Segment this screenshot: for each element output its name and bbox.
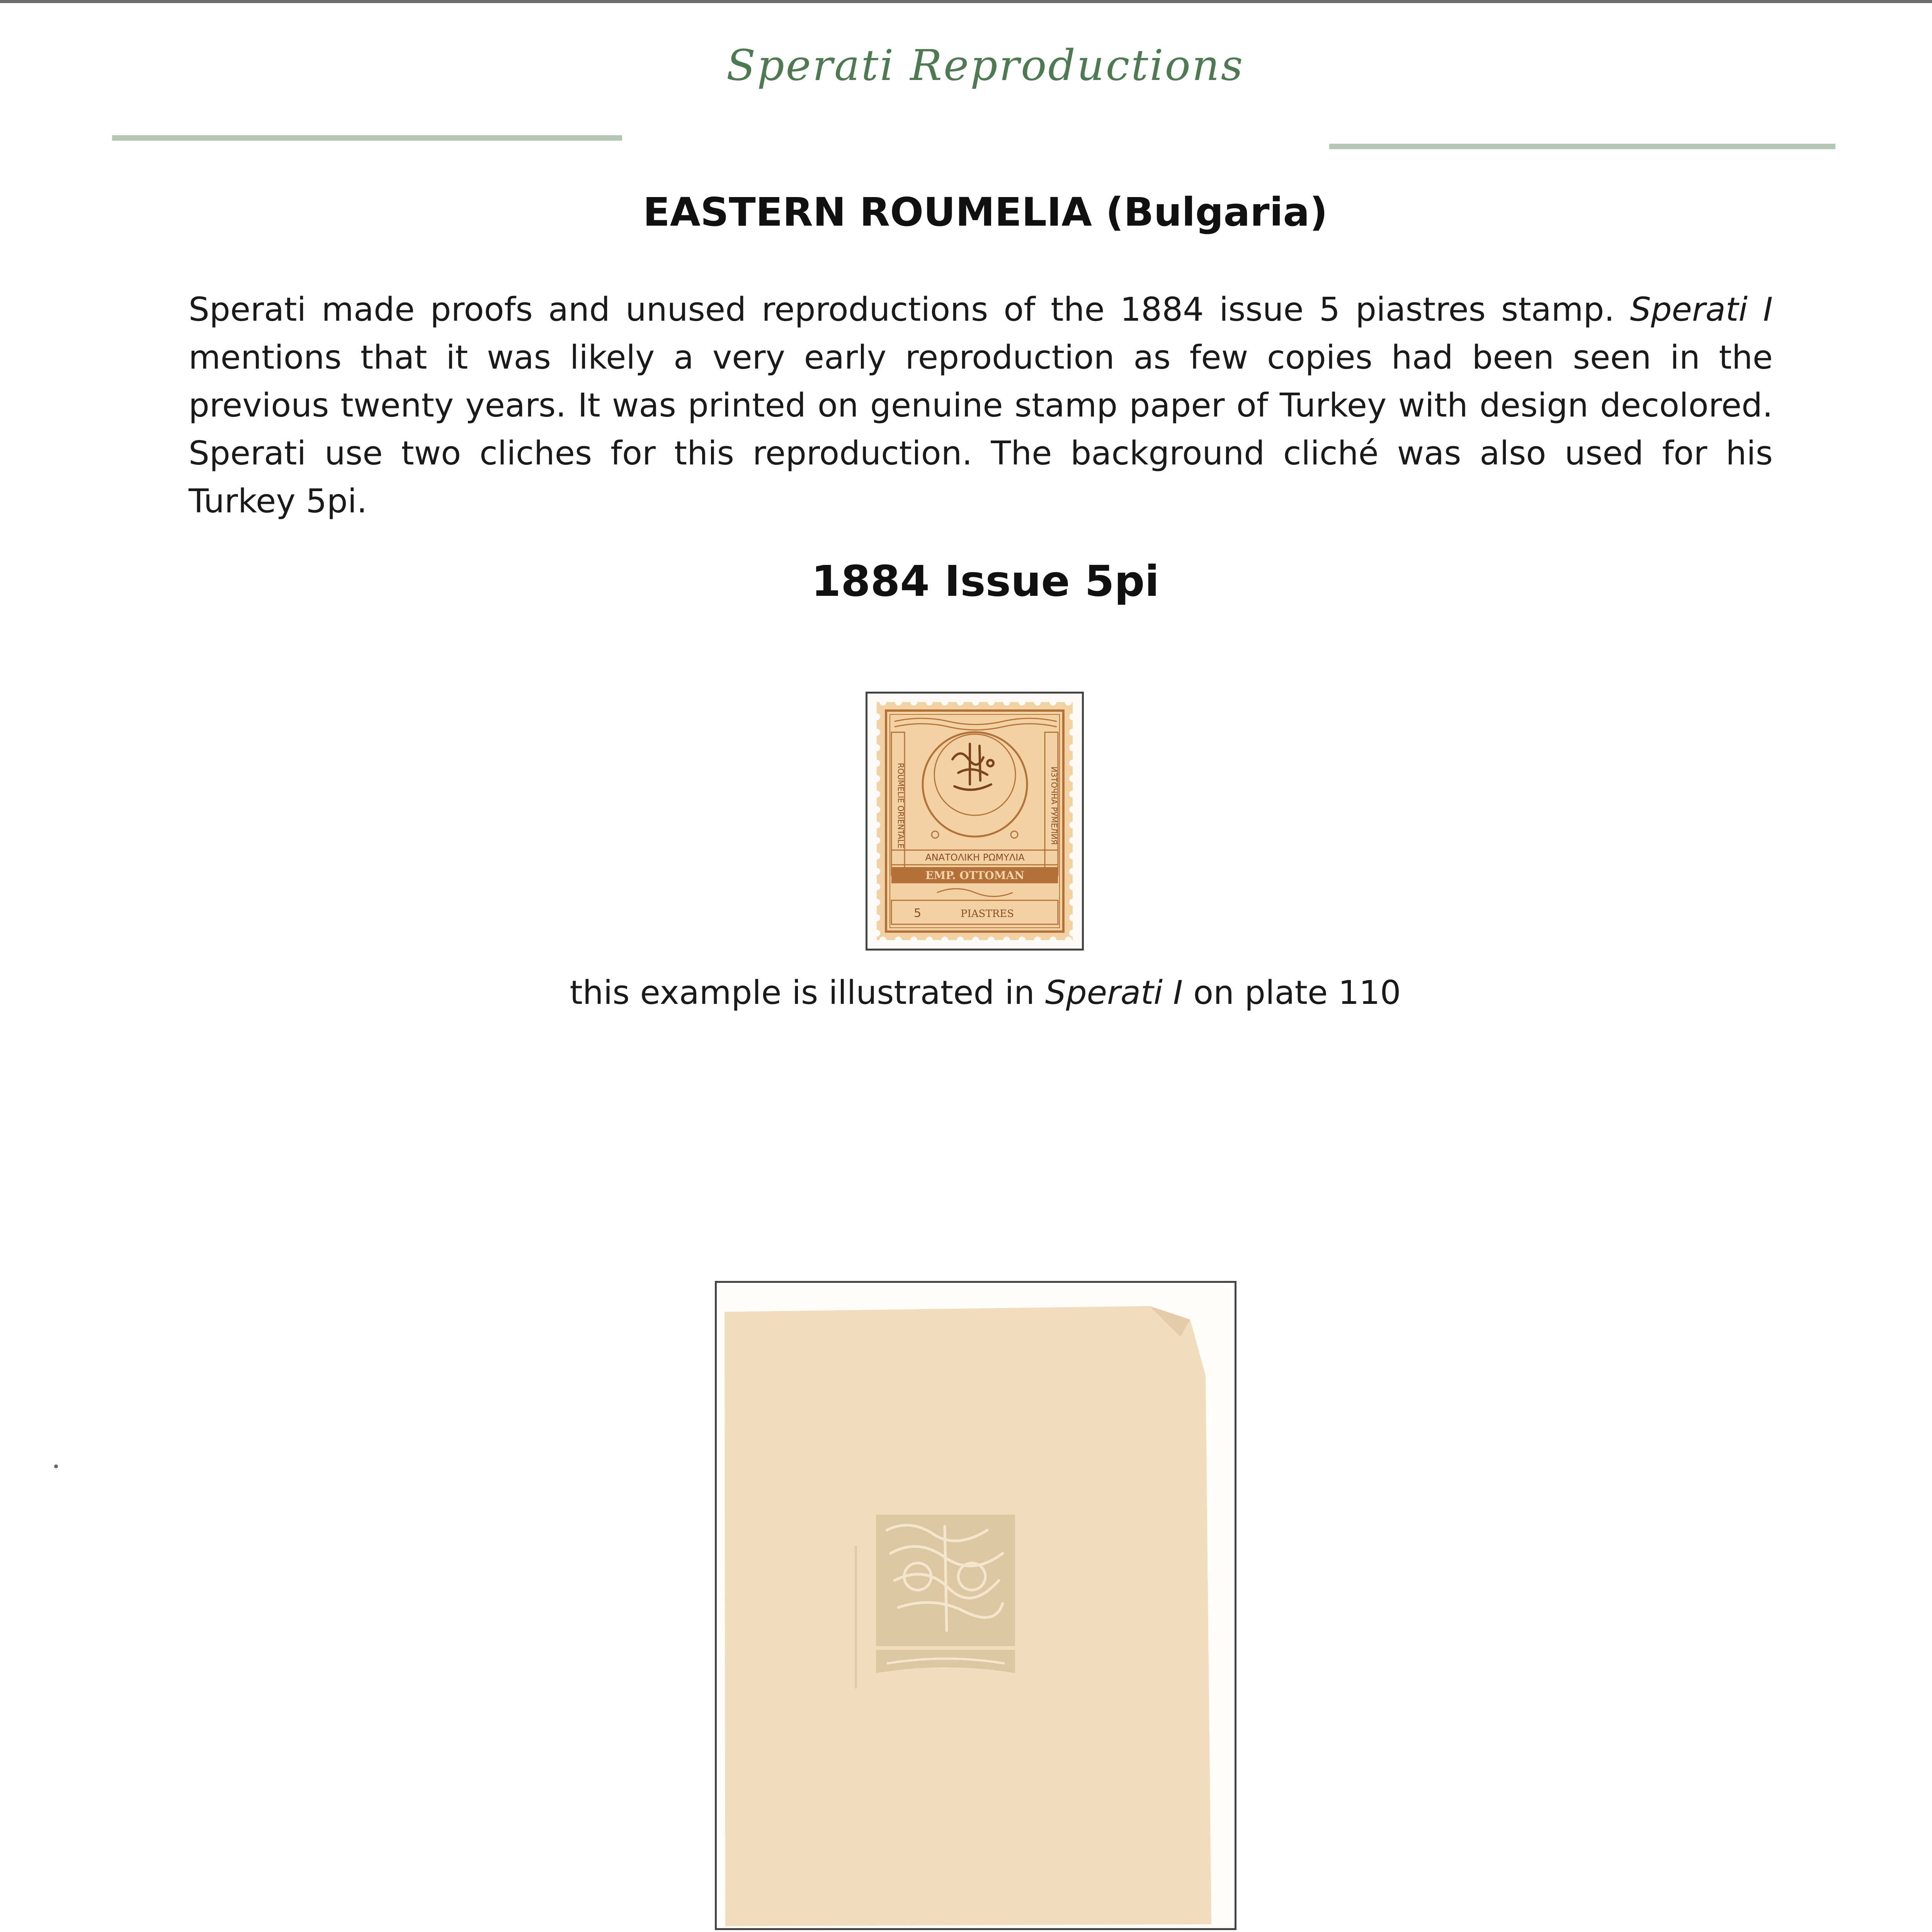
scan-top-edge bbox=[0, 0, 1932, 3]
intro-paragraph bbox=[189, 286, 1773, 526]
section-title: 1884 Issue 5pi bbox=[811, 556, 1160, 606]
stamp-caption-reference: Sperati I bbox=[1045, 974, 1183, 1012]
stamp-text-ottoman: EMP. OTTOMAN bbox=[925, 869, 1025, 882]
stamp-caption-text-1: this example is illustrated in bbox=[570, 974, 1045, 1012]
intro-text-1: Sperati made proofs and unused reproductions of the 1884 issue 5 piastres stamp. bbox=[189, 291, 1630, 329]
page-title: EASTERN ROUMELIA (Bulgaria) bbox=[643, 189, 1328, 235]
stamp-caption bbox=[0, 974, 1932, 1012]
stamp-crescent-inner bbox=[934, 734, 1015, 815]
stamp-text-right: ИЗТОЧНА РУМЕЛИЯ bbox=[1049, 766, 1059, 845]
stamp-image bbox=[866, 692, 1084, 951]
stamp-caption-text-2: on plate 110 bbox=[1183, 974, 1401, 1012]
header-rule-left bbox=[112, 135, 622, 141]
stamp-currency: PIASTRES bbox=[960, 908, 1014, 920]
intro-reference: Sperati I bbox=[1630, 291, 1773, 329]
scan-speck bbox=[54, 1464, 58, 1468]
header-rule-right bbox=[1329, 144, 1835, 149]
proof-illustration bbox=[717, 1283, 1235, 1928]
stamp-text-greek: ΑΝΑΤΟΛΙΚΗ ΡΩΜΥΛΙΑ bbox=[925, 852, 1025, 863]
proof-image bbox=[715, 1281, 1236, 1930]
header-title: Sperati Reproductions bbox=[726, 41, 1245, 90]
stamp-illustration bbox=[867, 694, 1082, 949]
stamp-value: 5 bbox=[914, 906, 922, 920]
stamp-text-left: ROUMELIE ORIENTALE bbox=[896, 763, 905, 849]
intro-text-2: mentions that it was likely a very early reproduction as few copies had been seen in the previous twenty years. It was printed on genuine stamp paper of Turkey with design decolored. Sperati use two cliches for this reproduction. The background cliché was also used for his Turkey 5pi. bbox=[189, 338, 1773, 520]
